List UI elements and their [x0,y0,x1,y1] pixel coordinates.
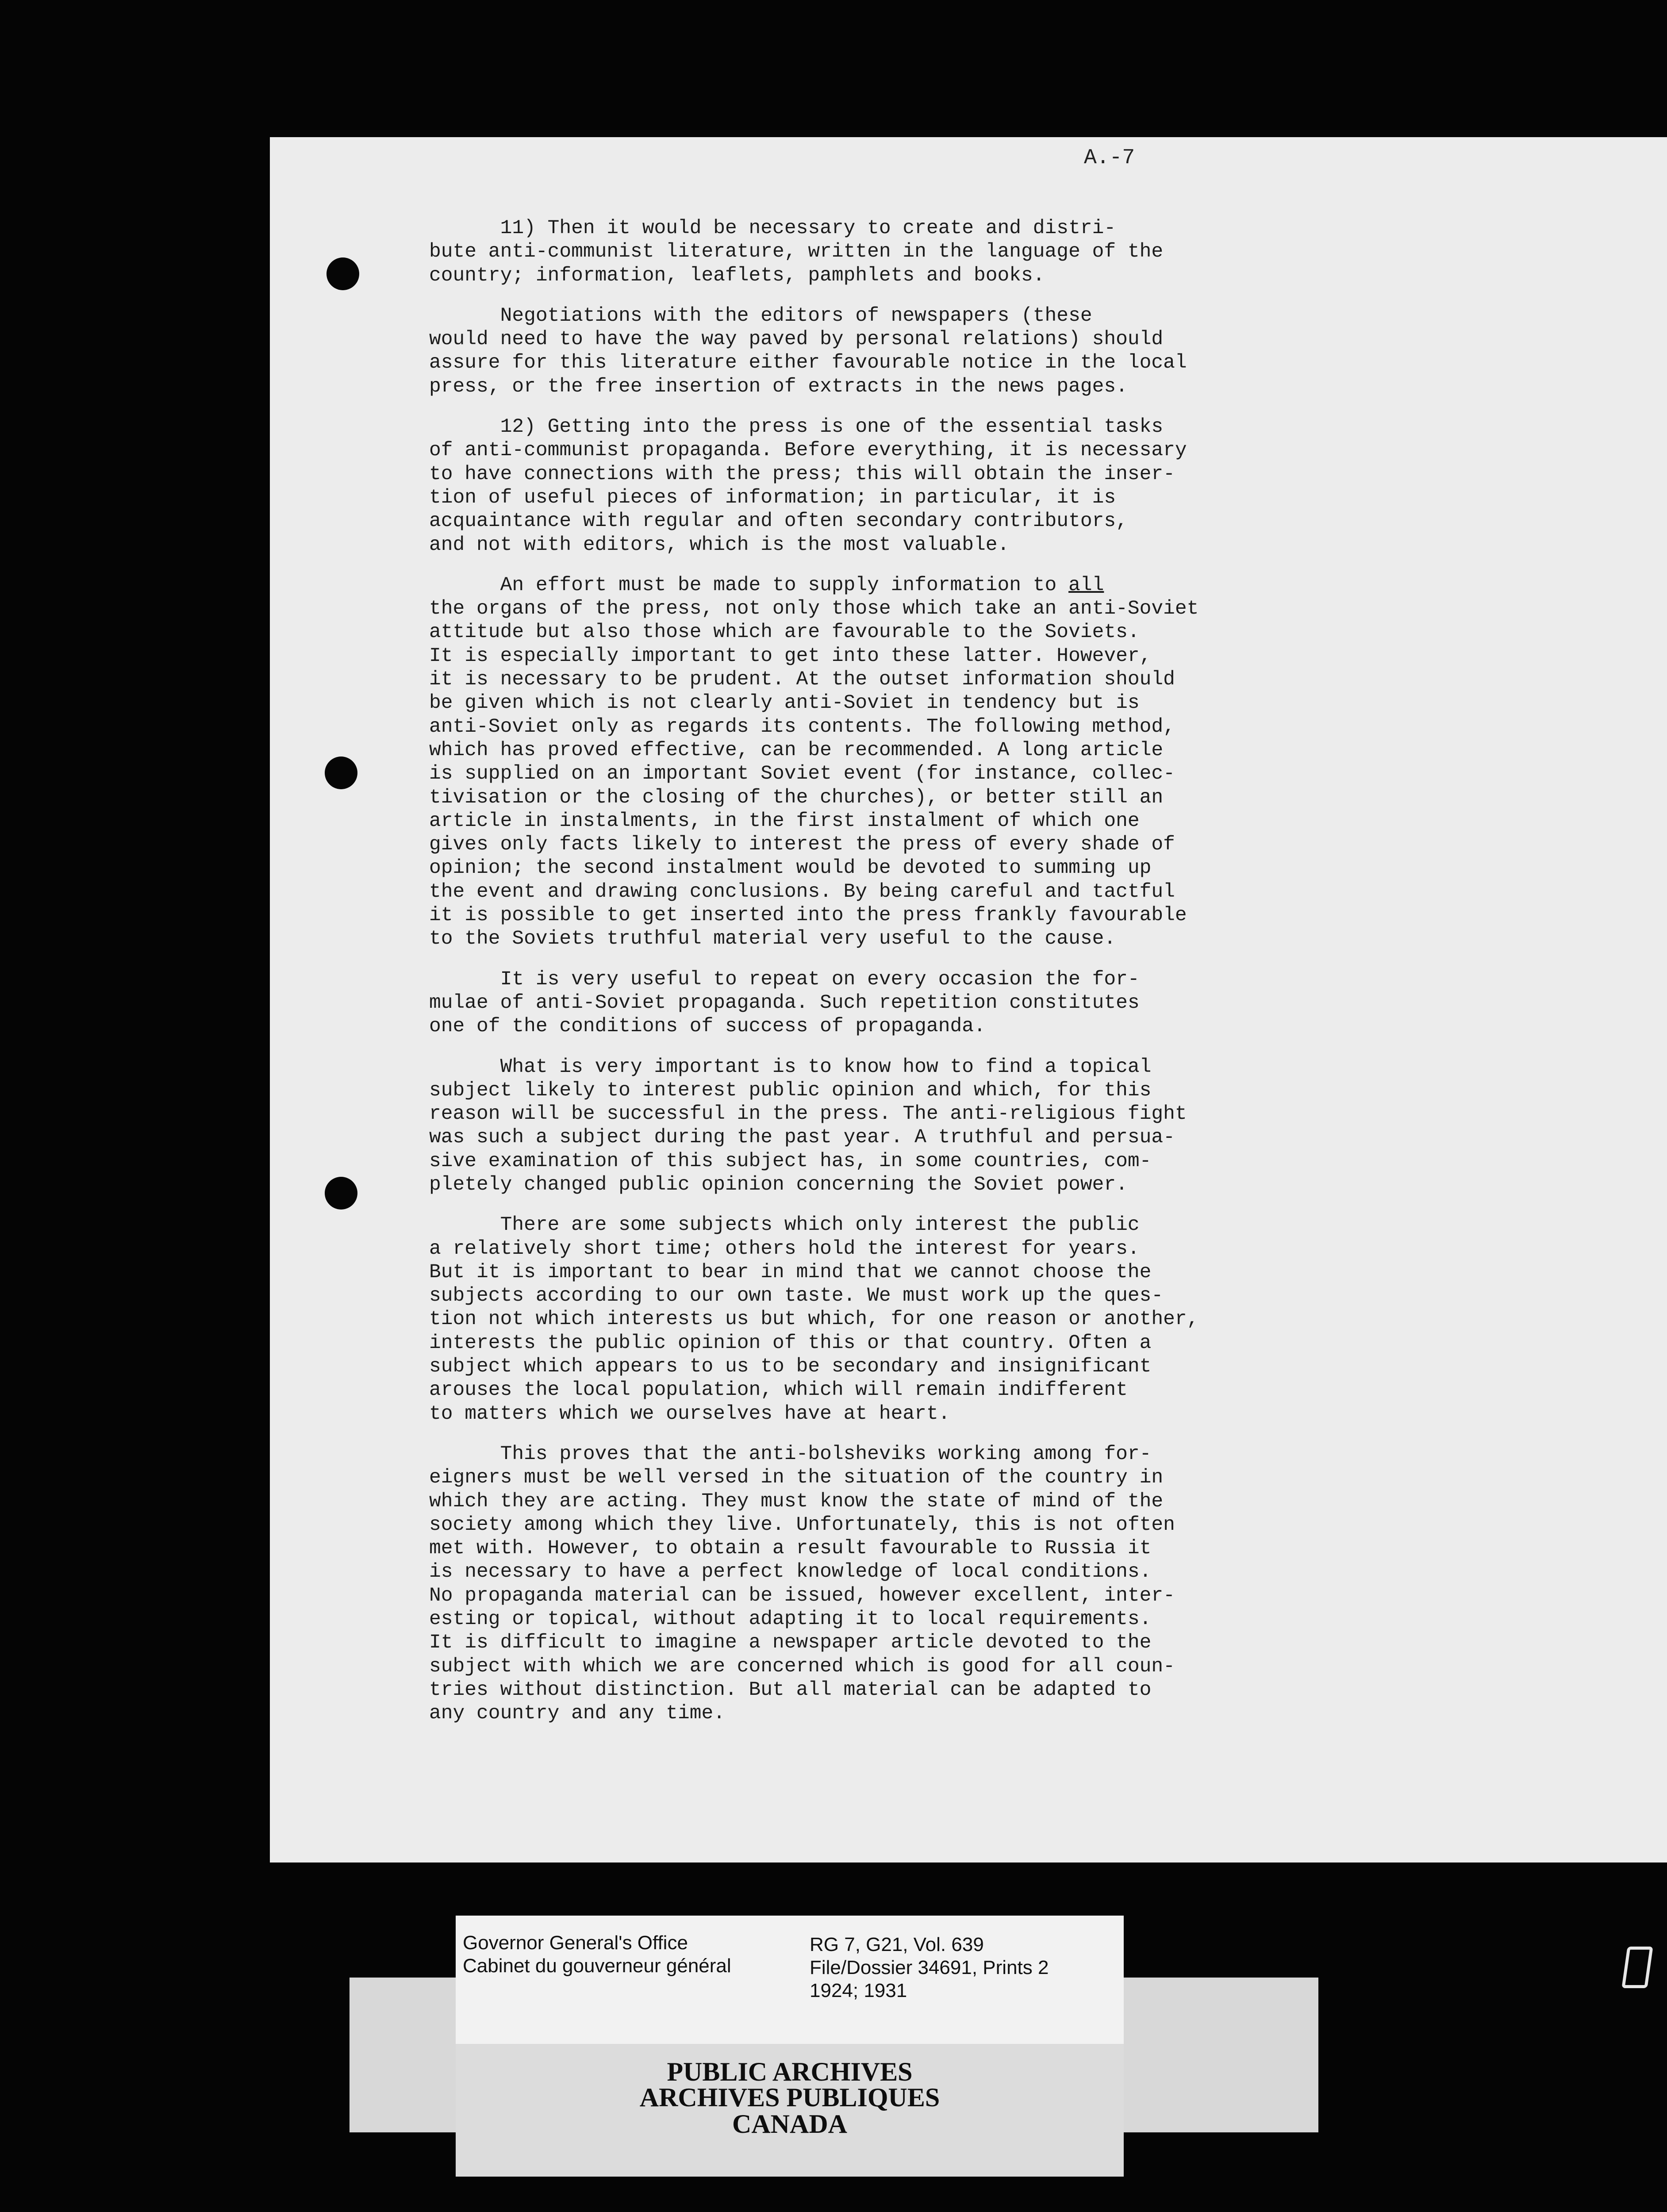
paragraph [429,415,1305,557]
text-line: be given which is not clearly anti-Soviet in tendency but is [429,692,1140,714]
text-line: 12) Getting into the press is one of the essential tasks [429,416,1164,438]
paragraph [429,1214,1305,1426]
punch-hole-top [326,257,359,290]
text-line: But it is important to bear in mind that we cannot choose the [429,1261,1152,1283]
paragraph [429,304,1305,399]
text-line: to the Soviets truthful material very useful to the cause. [429,928,1116,950]
underlined-word: all [1068,574,1104,596]
paragraph-gap [429,1197,1305,1214]
paragraph-gap [429,288,1305,304]
paragraph-gap [429,951,1305,968]
text-line: to matters which we ourselves have at heart. [429,1402,950,1425]
text-line: a relatively short time; others hold the interest for years. [429,1237,1140,1260]
public-archives-stamp [456,2044,1124,2177]
text-line: the organs of the press, not only those which take an anti-Soviet [429,598,1199,620]
text-line: reason will be successful in the press. The anti-religious fight [429,1103,1187,1125]
text-line: eigners must be well versed in the situation of the country in [429,1467,1164,1489]
text-line: sive examination of this subject has, in some countries, com- [429,1150,1152,1172]
text-line: It is especially important to get into these latter. However, [429,645,1152,667]
text-line: subjects according to our own taste. We must work up the ques- [429,1285,1164,1307]
text-line: which has proved effective, can be recommended. A long article [429,739,1164,761]
text-line: press, or the free insertion of extracts in the news pages. [429,375,1128,398]
paragraph-gap [429,1426,1305,1443]
text-line: attitude but also those which are favourable to the Soviets. [429,621,1140,644]
text-line: subject which appears to us to be secondary and insignificant [429,1356,1152,1378]
text-line: tivisation or the closing of the churches), or better still an [429,786,1164,809]
text-line: and not with editors, which is the most valuable. [429,534,1010,556]
text-line: There are some subjects which only interest the public [429,1214,1140,1237]
text-line: was such a subject during the past year. A truthful and persua- [429,1126,1175,1149]
text-line: An effort must be made to supply information to all [429,574,1104,596]
text-line: It is difficult to imagine a newspaper article devoted to the [429,1632,1152,1654]
text-line: subject likely to interest public opinion and which, for this [429,1079,1152,1102]
paragraph [429,1443,1305,1726]
text-line: met with. However, to obtain a result favourable to Russia it [429,1537,1152,1560]
body-text [429,217,1305,1726]
text-line: acquaintance with regular and often secondary contributors, [429,510,1128,533]
stamp-line-2: ARCHIVES PUBLIQUES [639,2083,940,2112]
text-line: society among which they live. Unfortunately, this is not often [429,1513,1175,1536]
text-line: interests the public opinion of this or that country. Often a [429,1332,1152,1354]
text-line: which they are acting. They must know the state of mind of the [429,1490,1164,1513]
text-line: It is very useful to repeat on every occasion the for- [429,968,1140,991]
text-line: opinion; the second instalment would be devoted to summing up [429,857,1152,879]
text-line: arouses the local population, which will remain indifferent [429,1379,1128,1402]
page-number: A.-7 [1084,146,1135,170]
text-line: country; information, leaflets, pamphlets and books. [429,264,1045,287]
office-name-en: Governor General's Office [463,1932,688,1954]
office-name-fr: Cabinet du gouverneur général [463,1955,731,1977]
text-line: What is very important is to know how to find a topical [429,1056,1152,1078]
text-line: assure for this literature either favourable notice in the local [429,352,1187,374]
text-line: 11) Then it would be necessary to create and distri- [429,217,1116,239]
record-group-reference: RG 7, G21, Vol. 639 [810,1934,984,1955]
file-years: 1924; 1931 [810,1980,907,2001]
paragraph-gap [429,399,1305,415]
paragraph [429,217,1305,288]
text-line: No propaganda material can be issued, however excellent, inter- [429,1584,1175,1607]
text-line: pletely changed public opinion concerning the Soviet power. [429,1173,1128,1196]
stamp-line-3: CANADA [732,2109,847,2139]
text-line: esting or topical, without adapting it to local requirements. [429,1608,1152,1631]
text-line: it is possible to get inserted into the press frankly favourable [429,904,1187,927]
text-line: bute anti-communist literature, written in the language of the [429,241,1164,263]
text-line: anti-Soviet only as regards its contents. The following method, [429,715,1175,738]
archive-label [456,1916,1124,2048]
paragraph-gap [429,1039,1305,1056]
text-line: of anti-communist propaganda. Before everything, it is necessary [429,439,1187,462]
paragraph [429,968,1305,1039]
text-line: Negotiations with the editors of newspapers (these [429,304,1092,327]
text-line: This proves that the anti-bolsheviks working among for- [429,1443,1152,1465]
text-line: article in instalments, in the first instalment of which one [429,810,1140,832]
text-line: it is necessary to be prudent. At the outset information should [429,668,1175,691]
stamp-line-1: PUBLIC ARCHIVES [667,2057,913,2086]
text-line: tion not which interests us but which, for one reason or another, [429,1308,1199,1331]
text-line: to have connections with the press; this will obtain the inser- [429,463,1175,485]
paragraph [429,574,1305,951]
text-line: gives only facts likely to interest the press of every shade of [429,833,1175,856]
text-line: subject with which we are concerned which is good for all coun- [429,1655,1175,1678]
file-reference: File/Dossier 34691, Prints 2 [810,1957,1049,1978]
text-line: tries without distinction. But all material can be adapted to [429,1678,1152,1701]
text-line: the event and drawing conclusions. By being careful and tactful [429,880,1175,903]
punch-hole-middle [325,757,357,789]
text-line: one of the conditions of success of propaganda. [429,1015,986,1038]
text-line: mulae of anti-Soviet propaganda. Such repetition constitutes [429,991,1140,1014]
punch-hole-bottom [325,1177,357,1210]
paragraph [429,1056,1305,1197]
frame-number [1621,1947,1653,1988]
text-line: tion of useful pieces of information; in particular, it is [429,486,1116,509]
text-line: is supplied on an important Soviet event (for instance, collec- [429,763,1175,785]
text-line: would need to have the way paved by personal relations) should [429,328,1164,351]
text-line: is necessary to have a perfect knowledge of local conditions. [429,1561,1152,1583]
paragraph-gap [429,557,1305,574]
text-line: any country and any time. [429,1702,726,1725]
